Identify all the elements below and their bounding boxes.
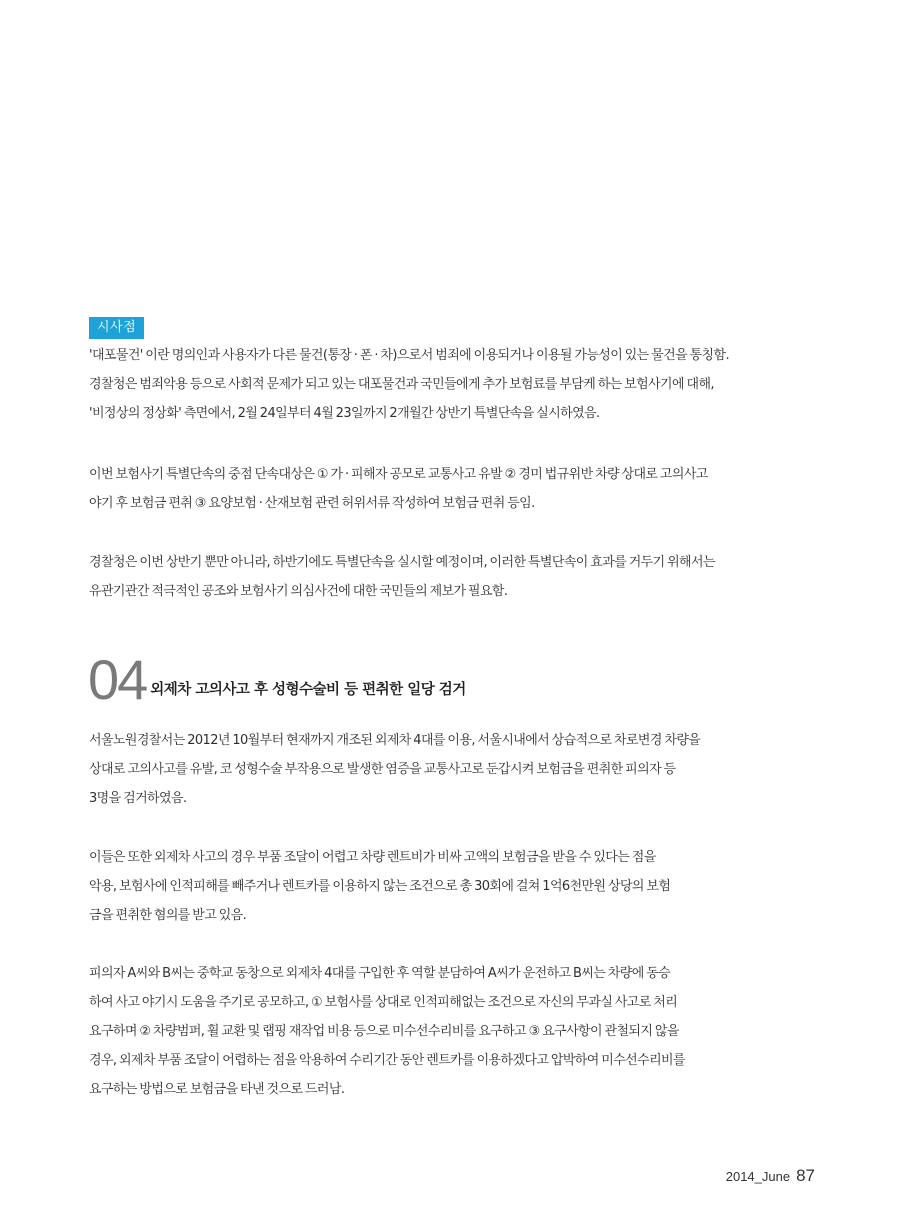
implication-paragraph-2 — [89, 460, 813, 518]
paragraph-line: 피의자 A씨와 B씨는 중학교 동창으로 외제차 4대를 구입한 후 역할 분담하여 A씨가 운전하고 B씨는 차량에 동승 — [89, 966, 671, 981]
case-title: 외제차 고의사고 후 성형수술비 등 편취한 일당 검거 — [150, 682, 466, 698]
case-number: 04 — [88, 648, 147, 711]
paragraph-line: 요구하며 ② 차량범퍼, 휠 교환 및 랩핑 재작업 비용 등으로 미수선수리비를 요구하고 ③ 요구사항이 관철되지 않을 — [89, 1024, 679, 1039]
paragraph-line: '비정상의 정상화' 측면에서, 2월 24일부터 4월 23일까지 2개월간 상반기 특별단속을 실시하였음. — [89, 406, 600, 421]
paragraph-line: 악용, 보험사에 인적피해를 빼주거나 렌트카를 이용하지 않는 조건으로 총 30회에 걸쳐 1억6천만원 상당의 보험 — [89, 879, 671, 894]
paragraph-line: '대포물건' 이란 명의인과 사용자가 다른 물건(통장 · 폰 · 차)으로서 범죄에 이용되거나 이용될 가능성이 있는 물건을 통칭함. — [89, 348, 729, 363]
paragraph-line: 요구하는 방법으로 보험금을 타낸 것으로 드러남. — [89, 1082, 345, 1097]
paragraph-line: 이번 보험사기 특별단속의 중점 단속대상은 ① 가 · 피해자 공모로 교통사고 유발 ② 경미 법규위반 차량 상대로 고의사고 — [89, 467, 708, 482]
paragraph-line: 유관기관간 적극적인 공조와 보험사기 의심사건에 대한 국민들의 제보가 필요함. — [89, 584, 508, 599]
paragraph-line: 하여 사고 야기시 도움을 주기로 공모하고, ① 보험사를 상대로 인적피해없는 조건으로 자신의 무과실 사고로 처리 — [89, 995, 678, 1010]
paragraph-line: 서울노원경찰서는 2012년 10월부터 현재까지 개조된 외제차 4대를 이용, 서울시내에서 상습적으로 차로변경 차량을 — [89, 733, 701, 748]
paragraph-line: 경우, 외제차 부품 조달이 어렵하는 점을 악용하여 수리기간 동안 렌트카를 이용하겠다고 압박하여 미수선수리비를 — [89, 1053, 685, 1068]
paragraph-line: 금을 편취한 혐의를 받고 있음. — [89, 908, 247, 923]
page-number: 87 — [796, 1166, 815, 1185]
issue-label: 2014_June — [725, 1169, 791, 1184]
paragraph-line: 3명을 검거하였음. — [89, 791, 187, 806]
paragraph-line: 야기 후 보험금 편취 ③ 요양보험 · 산재보험 관련 허위서류 작성하여 보험금 편취 등임. — [89, 496, 535, 511]
paragraph-line: 이들은 또한 외제차 사고의 경우 부품 조달이 어렵고 차량 렌트비가 비싸 고액의 보험금을 받을 수 있다는 점을 — [89, 850, 656, 865]
case-paragraph-1 — [89, 726, 813, 813]
section-badge: 시사점 — [89, 317, 144, 339]
implication-paragraph-3 — [89, 548, 813, 606]
implication-paragraph-1 — [89, 341, 813, 428]
case-paragraph-3 — [89, 959, 813, 1104]
case-paragraph-2 — [89, 843, 813, 930]
paragraph-line: 상대로 고의사고를 유발, 코 성형수술 부작용으로 발생한 염증을 교통사고로 둔갑시켜 보험금을 편취한 피의자 등 — [89, 762, 676, 777]
page-footer — [726, 1166, 815, 1186]
paragraph-line: 경찰청은 이번 상반기 뿐만 아니라, 하반기에도 특별단속을 실시할 예정이며, 이러한 특별단속이 효과를 거두기 위해서는 — [89, 555, 715, 570]
case-heading — [88, 648, 466, 711]
paragraph-line: 경찰청은 범죄악용 등으로 사회적 문제가 되고 있는 대포물건과 국민들에게 추가 보험료를 부담케 하는 보험사기에 대해, — [89, 377, 714, 392]
